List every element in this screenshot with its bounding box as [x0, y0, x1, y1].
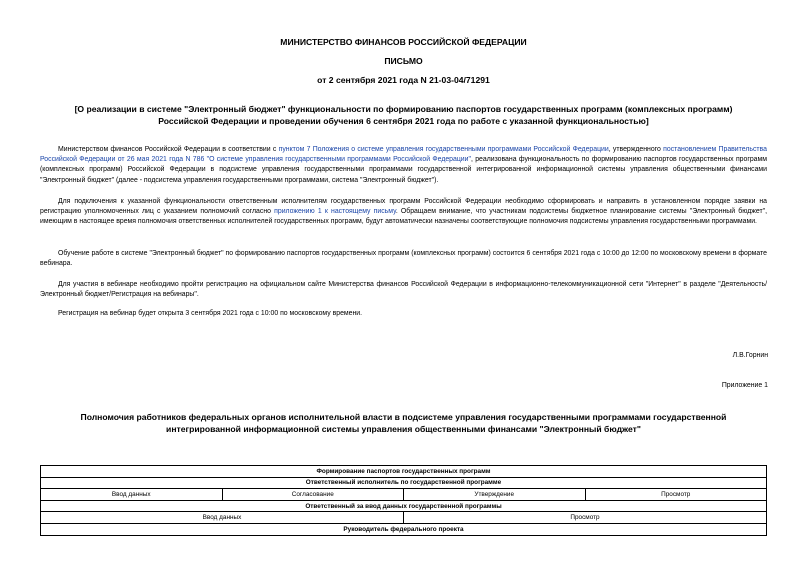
- link-regulation-point-7[interactable]: пунктом 7 Положения о системе управления государственными программами Российской Федерации: [278, 146, 609, 153]
- appendix-title-line-2: интегрированной информационной системы управления общественными финансами "Электронный бюджет": [166, 424, 641, 434]
- document-date-number: от 2 сентября 2021 года N 21-03-04/71291: [317, 75, 490, 85]
- paragraph-2: Для подключения к указанной функциональности ответственным исполнителям государственных программ Российской Федерации необходимо сформировать и направить в установленном порядке заявки на регистрацию уполномоченных лиц с указанием полномочий согласно приложению 1 к настоящему письму. Обращаем внимание, что участникам подсистемы бюджетное планирование системы "Электронный бюджет", имеющим в настоящее время полномочия ответственных исполнителей государственных программ, будут автоматически назначены соответствующие полномочия подсистемы управления государственными программами.: [40, 198, 768, 226]
- table-cell: Ввод данных: [41, 489, 223, 501]
- table-row: [41, 523, 767, 535]
- link-appendix-1[interactable]: приложению 1 к настоящему письму: [274, 208, 396, 216]
- table-cell: Руководитель федерального проекта: [41, 523, 767, 535]
- subject-line-2: Российской Федерации и проведении обучения 6 сентября 2021 года по работе с указанной функциональностью]: [158, 116, 649, 126]
- table-cell: Ответственный исполнитель по государственной программе: [41, 477, 767, 489]
- permissions-table: [40, 465, 767, 536]
- paragraph-1: Министерством финансов Российской Федерации в соответствии с пунктом 7 Положения о системе управления государственными программами Российской Федерации, утвержденного постановлением Правительства Российской Федерации от 26 мая 2021 года N 786 "О системе управления государственными программами Российской Федерации", реализована функциональность по формированию паспортов государственных программ (комплексных программ) Российской Федерации в подсистеме управления государственными программами государственной интегрированной информационной системы управления общественными финансами "Электронный бюджет" (далее - подсистема управления государственными программами, система "Электронный бюджет").: [40, 146, 767, 184]
- table-row: [41, 477, 767, 489]
- table-cell: Просмотр: [404, 512, 767, 524]
- link-government-resolution-786[interactable]: постановлением Правительства Российской Федерации от 26 мая 2021 года N 786 "О системе управления государственными программами Российской Федерации": [40, 146, 767, 164]
- table-cell: Формирование паспортов государственных программ: [41, 466, 767, 478]
- appendix-title-line-1: Полномочия работников федеральных органов исполнительной власти в подсистеме управления государственными программами государственной: [80, 412, 727, 422]
- paragraph-3: Обучение работе в системе "Электронный бюджет" по формированию паспортов государственных программ (комплексных программ) состоится 6 сентября 2021 года с 10:00 до 12:00 по московскому времени в формате вебинара.: [40, 250, 767, 268]
- table-cell: Ответственный за ввод данных государственной программы: [41, 500, 767, 512]
- subject-line-1: [О реализации в системе "Электронный бюджет" функциональности по формированию паспортов государственных программ (комплексных программ): [74, 104, 733, 114]
- table-row: [41, 489, 767, 501]
- table-cell: Просмотр: [585, 489, 767, 501]
- table-row: [41, 500, 767, 512]
- paragraph-5: Регистрация на вебинар будет открыта 3 сентября 2021 года с 10:00 по московскому времени.: [58, 310, 363, 317]
- document-type: ПИСЬМО: [384, 56, 423, 66]
- paragraph-4: Для участия в вебинаре необходимо пройти регистрацию на официальном сайте Министерства финансов Российской Федерации в информационно-телекоммуникационной сети "Интернет" в разделе "Деятельность/Электронный бюджет/Регистрация на вебинары".: [40, 281, 767, 299]
- ministry-heading: МИНИСТЕРСТВО ФИНАНСОВ РОССИЙСКОЙ ФЕДЕРАЦИИ: [280, 37, 527, 47]
- table-row: [41, 512, 767, 524]
- table-cell: Утверждение: [404, 489, 586, 501]
- appendix-label: Приложение 1: [721, 382, 768, 389]
- table-cell: Согласование: [222, 489, 404, 501]
- table-cell: Ввод данных: [41, 512, 404, 524]
- table-row: [41, 466, 767, 478]
- signature: Л.В.Горнин: [732, 352, 768, 359]
